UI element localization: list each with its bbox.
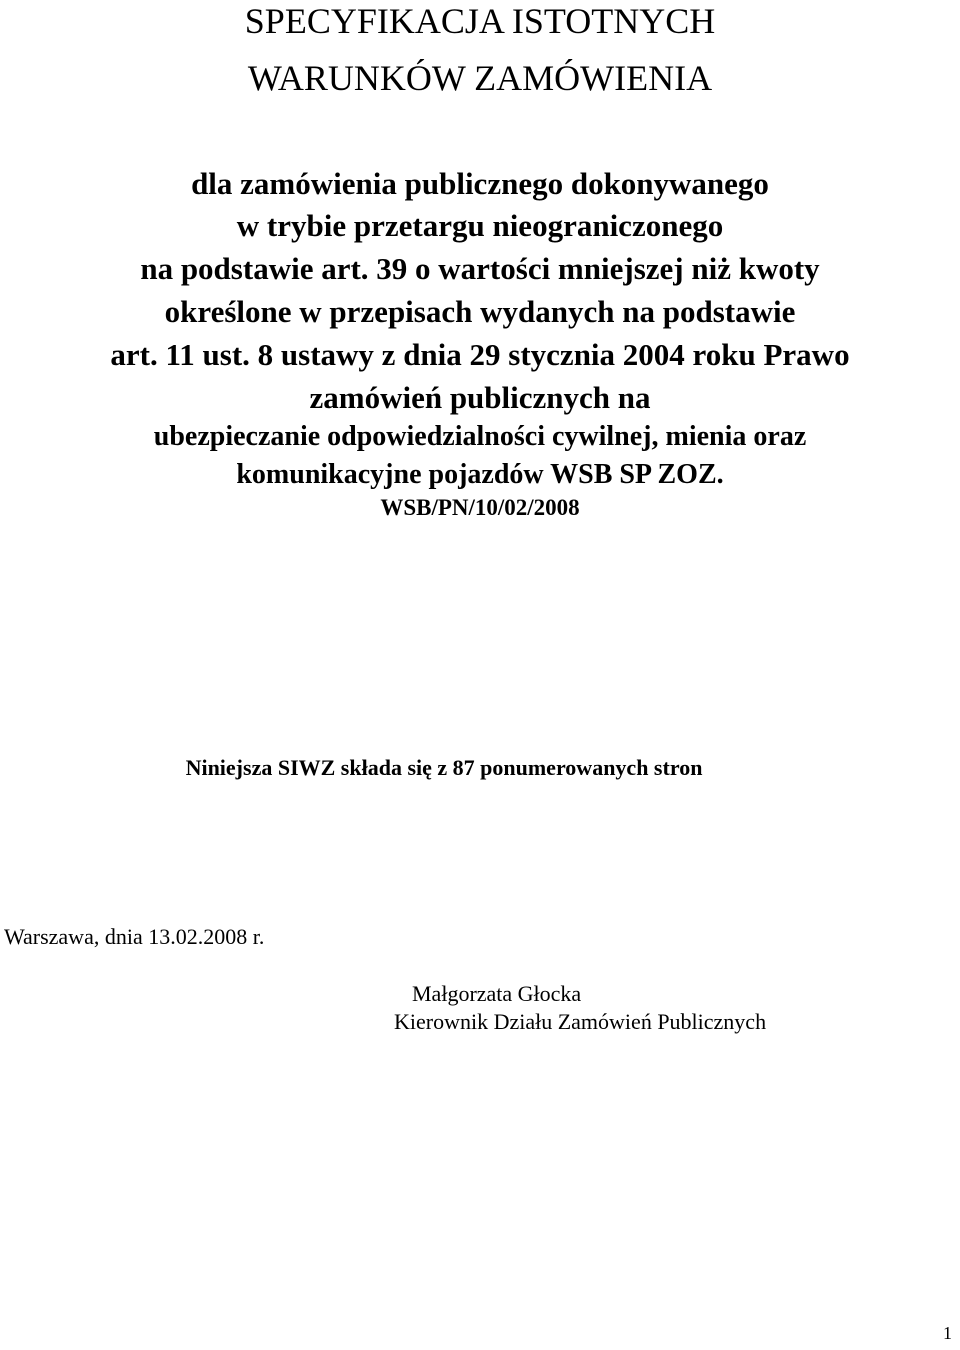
reference-number: WSB/PN/10/02/2008 <box>380 495 580 520</box>
subtitle-line-2: w trybie przetargu nieograniczonego <box>236 208 724 243</box>
subtitle-line-1: dla zamówienia publicznego dokonywanego <box>191 166 769 201</box>
signatory-name: Małgorzata Głocka <box>412 981 582 1006</box>
subtitle-line-4: określone w przepisach wydanych na podstawie <box>164 294 796 329</box>
page-number: 1 <box>943 1323 952 1343</box>
subtitle-line-6: zamówień publicznych na <box>309 380 651 415</box>
subtitle-line-3: na podstawie art. 39 o wartości mniejszej niż kwoty <box>140 251 820 286</box>
subtitle-line-5: art. 11 ust. 8 ustawy z dnia 29 stycznia 2004 roku Prawo <box>110 337 850 372</box>
document-title-line-2: WARUNKÓW ZAMÓWIENIA <box>247 58 713 98</box>
subject-line-2: komunikacyjne pojazdów WSB SP ZOZ. <box>236 459 724 490</box>
place-and-date: Warszawa, dnia 13.02.2008 r. <box>4 924 265 949</box>
subject-line-1: ubezpieczanie odpowiedzialności cywilnej, mienia oraz <box>153 421 807 452</box>
page-count-note: Niniejsza SIWZ składa się z 87 ponumerowanych stron <box>185 755 703 780</box>
signatory-position: Kierownik Działu Zamówień Publicznych <box>394 1009 767 1034</box>
document-title-line-1: SPECYFIKACJA ISTOTNYCH <box>244 1 716 41</box>
